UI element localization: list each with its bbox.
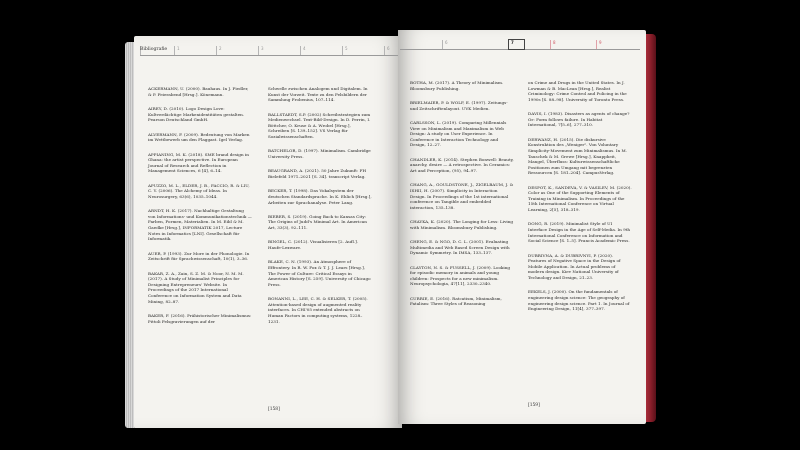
page-number-left: [158] [268, 407, 280, 412]
bibliography-entry: AIREY, D. (2010). Logo Design Love: Kultverdächtige Markenidentitäten gestalten. Pearson Deutschland GmbH. [148, 105, 245, 123]
bibliography-entry: ALVERMANN, F. (2009). Bedeutung von Marken im Wettbewerb um den Flaggast. Igel Verlag. [148, 131, 250, 143]
left-column-1 [148, 86, 252, 333]
bibliography-entry: CHAYKA, K. (2020). The Longing for Less: Living with Minimalism. Bloomsbury Publishing. [410, 219, 514, 230]
bibliography-entry: BECKER, T. (1998). Das Vokalsystem der deutschen Standardsprache. In K. Ehlich [Hrsg.], Arbeiten zur Sprachanalyse. Peter Lang. [268, 188, 372, 205]
bibliography-entry: BATCHELOR, D. (1997). Minimalism. Cambridge University Press. [268, 148, 371, 159]
bibliography-entry: APUZZO, M. L., ELDER, J. B., FACCIO, R. & LIU, C. Y. (2006). The Alchemy of Ideas. In Neurosurgery, 63(6), 1035–1044. [148, 182, 250, 199]
bibliography-entry: BALLSTAEDT, S.P. (2002) Schreibstrategien zum Medienwechsel. Text-Bild-Design. In D. Perrin, I. Böttcher, O. Kruse & A. Wrobel [Hrsg.], Schreiben [S. 139–152]. VS Verlag für Sozialwissenschaften. [268, 111, 371, 139]
bibliography-entry: EEKELS, J. (2000). On the fundamentals of engineering design science: The geography of engineering design science. Part 1. In Journal of Engineering Design, 11[4], 377–397. [528, 289, 630, 312]
ruler-tick: 3 [258, 46, 264, 55]
ruler-tick: 8 [550, 40, 556, 49]
ruler-tick: 6 [384, 46, 390, 55]
bibliography-entry: AUER, P. (1993). Zur More in der Phonologie. In Zeitschrift für Sprachwissenschaft, 10(1), 3–36. [148, 250, 250, 262]
page-number-right: [159] [528, 403, 540, 408]
bibliography-entry: BONANNI, L., LEE, C. H. & SELKER, T. (2005). Attention-based design of augmented reality interfaces. In CHI'05 extended abstracts on Human Factors in computing systems, 1228–1231. [268, 296, 368, 324]
bibliography-entry: CHENG, E. & NGO, D. C. L. (2001). Evaluating Multimedia and Web Based Screen Design with Dynamic Symmetry. In IMSA, 133–137. [410, 239, 510, 256]
ruler-tick: 4 [300, 46, 306, 55]
bibliography-entry: APPIANING, M. K. (2018). SME brand design in Ghana: the artist perspective. In European Journal of Research and Reflection in Management Sciences, 6 [4], 6–14. [148, 151, 249, 174]
bibliography-entry: DONG, R. (2019). Minimalist Style of UI Interface Design in the Age of Self-Media. In 9th International Conference on Information and Social Science [S. 1–5]. Francis Academic Press. [528, 221, 631, 244]
bibliography-entry: BIEBER, S. (2019). Going Back to Kansas City: The Origins of Judd's Minimal Art. In American Art, 33(3), 92–111. [268, 213, 367, 231]
left-header-ruler [140, 46, 398, 56]
right-column-1 [410, 80, 514, 316]
right-page [398, 30, 646, 424]
right-header-ruler [400, 40, 640, 50]
left-page [134, 36, 402, 428]
bibliography-entry: CHANDLER, K. (2014). Stephen Bonwell: Beauty, anarchy, desire — A retrospective. In Ceramics: Art and Perception, (95), 94–97. [410, 156, 514, 173]
bibliography-entry: DAVIS, I. (1983). Disasters as agents of change? Or: Form follows failure. In Habitat International, 7[5–6], 277–310. [528, 111, 630, 128]
bibliography-entry: DUBRIVNA, A. & DUBRIVNYI, P. (2020). Features of Negative Space in the Design of Mobile Application. In Actual problems of modern design. Kiev National University of Technology and Design, 21–23. [528, 252, 621, 281]
bibliography-entry: ACKERMANN, U. (2000). Bauhaus. In J. Fiedler, & P. Feierabend [Hrsg.]. Könemann. [148, 86, 249, 97]
bibliography-entry: BRIELMAIER, P. & WOLF, E. (1997). Zeitungs- und Zeitschriftenlayout. UVK Medien. [410, 99, 508, 111]
ruler-tick: 2 [216, 46, 222, 55]
ruler-tick: 1 [174, 46, 180, 55]
bibliography-entry: CARLSSON, L. (2019). Comparing Millennials View on Minimalism and Maximalism in Web Design: A study on User Experience. In Conference in Interaction Technology and Design, 12–27. [410, 119, 507, 148]
bibliography-entry: CURRIE, E. (2016). Ratcatism, Minimalism, Fatalism: Three Styles of Reasoning [410, 295, 502, 307]
ruler-tick: 6 [442, 40, 448, 49]
bibliography-entry: CHANG, A., GOULDSTONE, J., ZIGELBAUM, J. & ISHII, H. (2007). Simplicity in Interaction Design. In Proceedings of the 1st international conference on Tangible and embedded interaction, 135–138. [410, 182, 514, 210]
left-column-2 [268, 86, 372, 333]
bibliography-entry: BOTHA, M. (2017). A Theory of Minimalism. Bloomsbury Publishing. [410, 80, 504, 91]
bibliography-entry: BAKER, F. (2016). Prähistorischer Minimalismus: Pittoli Felsgravierungen auf der [148, 313, 252, 324]
bibliography-entry: ARNDT, H. K. (2017). Nachhaltige Gestaltung von Informations- und Kommunikationstechnik — Farben, Formen, Materialien. In M. Eibl & M. Gaedke [Hrsg.], INFORMATIK 2017, Lecture Notes in Informatics [LNI]. Gesellschaft für Informatik. [148, 208, 252, 242]
bibliography-entry: on Crime and Drugs in the United States. In J. Lowman & B. MacLean [Hrsg.], Realist Criminology: Crime Control and Policing in the 1990s [S. 88–98]. University of Toronto Press. [528, 80, 627, 102]
bibliography-entry: CLAYTON, N. S. & FUSSELL, J. (2009). Looking for episodic memory in animals and young children: Prospects for a new minimalism. Neuropsychologia, 47[11], 2330–2340. [410, 264, 511, 287]
bibliography-entry: DERWANZ, H. (2015). Die diskursive Konstruktion des „Weniger". Von Voluntary Simplicity-Movement zum Minimalismus. In M. Tauschek & M. Grewe [Hrsg.], Knappheit, Mangel, Überfluss: Kulturwissenschaftliche Positionen zum Umgang mit begrenzten Ressourcen [S. 181–204]. CampusVerlag. [528, 136, 628, 176]
bibliography-entry: Schwelle zwischen Analogem und Digitalem. In Kunst der Vorzeit. Texte zu den Felsbildern der Sammlung Frobenius, 107–114. [268, 86, 368, 103]
right-column-2 [528, 80, 632, 321]
ruler-tick: 5 [342, 46, 348, 55]
bibliography-entry: BEAUGRAND, A. (2021). 50 Jahre Zukunft: FH Bielefeld 1971–2021 [S. 34]. transcript Verlag. [268, 168, 367, 179]
running-head: Bibliografie [140, 47, 168, 52]
ruler-tick: 9 [596, 40, 602, 49]
bibliography-entry: BINGEL, C. (2012). Visualisieren [2. Aufl.]. Haufe-Lexware. [268, 239, 359, 251]
ruler-tick-active: 7 [508, 39, 525, 50]
bibliography-entry: BLAKE, C. N. (1993). An Atmosphere of Effrontery. In R. W. Fox & T. J. J. Lears [Hrsg.], The Power of Culture: Critical Essays in American History [S. 259]. University of Chicago Press. [268, 259, 371, 287]
bibliography-entry: DESPOT, K., SANDEVA, V. & VASILEV, M. (2020). Color as One of the Supporting Elements of Training in Minimalism. In Proceedings of the 15th International Conference on Virtual Learning, 2[5], 318–319. [528, 184, 632, 213]
bibliography-entry: BAKAR, Z. A., Zain, S. Z. M. & Noor, N. M. M. (2017). A Study of Minimalist Principles for Designing Entrepreneurs' Website. In Proceedings of the 2017 International Conference on Information System and Data Mining, 82–87. [148, 270, 244, 304]
